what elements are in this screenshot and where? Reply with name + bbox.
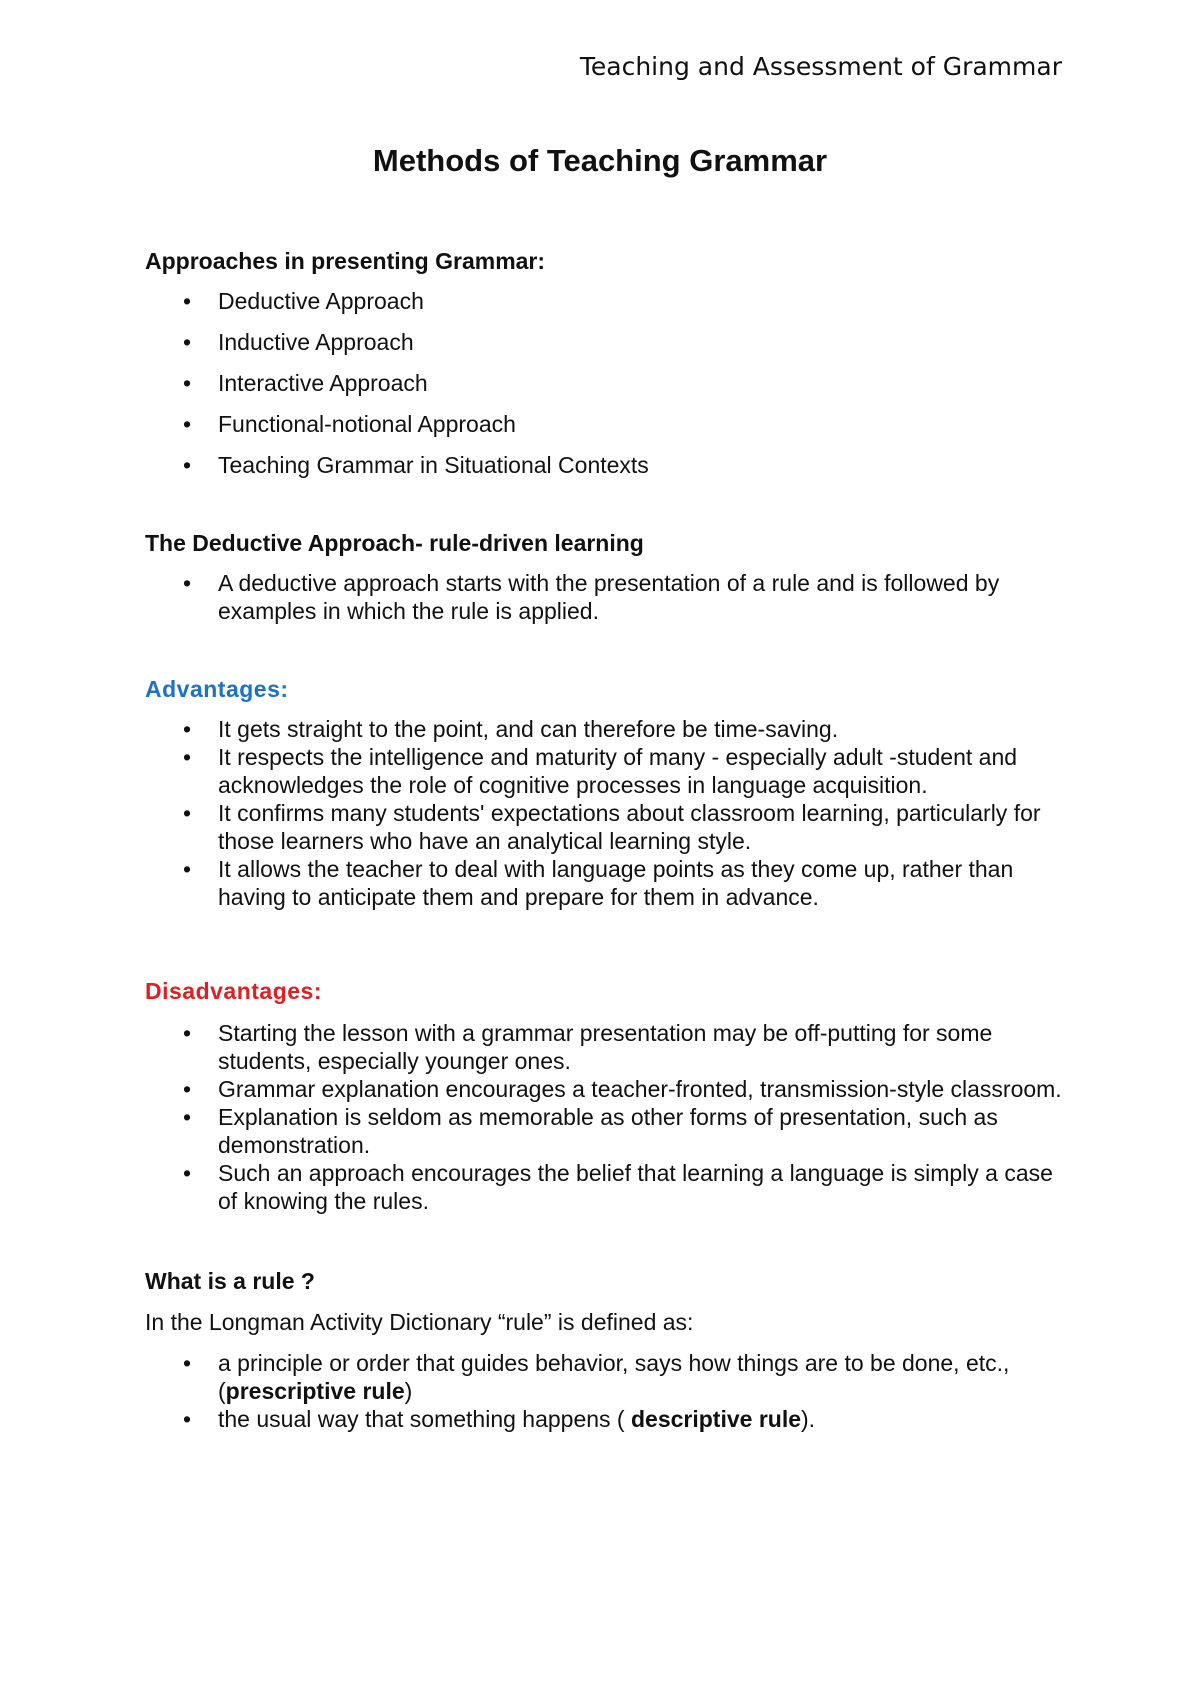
rule-intro: In the Longman Activity Dictionary “rule” is defined as: xyxy=(145,1309,694,1335)
bullet-icon: • xyxy=(183,1406,192,1432)
bullet-icon: • xyxy=(183,856,192,882)
list-item: • the usual way that something happens ( descriptive rule). xyxy=(183,1406,816,1432)
bullet-icon: • xyxy=(183,1160,192,1186)
list-item: • Such an approach encourages the belief that learning a language is simply a case of knowing the rules. xyxy=(183,1160,1053,1214)
list-item: • It confirms many students' expectations about classroom learning, particularly for those learners who have an analytical learning style. xyxy=(183,800,1041,854)
rule-heading: What is a rule ? xyxy=(145,1268,315,1294)
bullet-icon: • xyxy=(183,1076,192,1102)
bullet-icon: • xyxy=(183,329,192,355)
document-body xyxy=(145,247,1065,1433)
deductive-heading: The Deductive Approach- rule-driven learning xyxy=(145,530,644,556)
list-item: • Teaching Grammar in Situational Contexts xyxy=(183,452,649,478)
bullet-icon: • xyxy=(183,452,192,478)
running-header: Teaching and Assessment of Grammar xyxy=(579,52,1062,81)
advantages-heading: Advantages: xyxy=(145,676,289,702)
disadvantages-list xyxy=(145,1019,1065,1215)
bullet-icon: • xyxy=(183,288,192,314)
rule-definitions-list xyxy=(145,1349,1065,1433)
bullet-icon: • xyxy=(183,370,192,396)
descriptive-rule-term: descriptive rule xyxy=(630,1406,802,1432)
approaches-list xyxy=(145,287,1065,479)
disadvantages-heading: Disadvantages: xyxy=(145,978,323,1004)
list-item: • a principle or order that guides behavior, says how things are to be done, etc., (prescriptive rule) xyxy=(183,1350,1010,1404)
list-item: • Functional-notional Approach xyxy=(183,411,516,437)
bullet-icon: • xyxy=(183,744,192,770)
list-item: • Explanation is seldom as memorable as other forms of presentation, such as demonstration. xyxy=(183,1104,998,1158)
bullet-icon: • xyxy=(183,411,192,437)
list-item: • It respects the intelligence and maturity of many - especially adult -student and acknowledges the role of cognitive processes in language acquisition. xyxy=(183,744,1018,798)
list-item: • Starting the lesson with a grammar presentation may be off-putting for some students, especially younger ones. xyxy=(183,1020,993,1074)
advantages-list xyxy=(145,715,1065,911)
approaches-heading: Approaches in presenting Grammar: xyxy=(145,248,546,274)
bullet-icon: • xyxy=(183,1104,192,1130)
prescriptive-rule-term: prescriptive rule xyxy=(225,1378,405,1404)
bullet-icon: • xyxy=(183,716,192,742)
document-title: Methods of Teaching Grammar xyxy=(372,143,828,178)
list-item: • It allows the teacher to deal with language points as they come up, rather than having to anticipate them and prepare for them in advance. xyxy=(183,856,1014,910)
bullet-icon: • xyxy=(183,1350,192,1376)
list-item: • Inductive Approach xyxy=(183,329,414,355)
bullet-icon: • xyxy=(183,800,192,826)
list-item: • Deductive Approach xyxy=(183,288,424,314)
deductive-list xyxy=(145,569,1065,625)
list-item: • Grammar explanation encourages a teacher-fronted, transmission-style classroom. xyxy=(183,1076,1062,1102)
list-item: • A deductive approach starts with the presentation of a rule and is followed by examples in which the rule is applied. xyxy=(183,570,1000,624)
list-item: • It gets straight to the point, and can therefore be time-saving. xyxy=(183,716,839,742)
bullet-icon: • xyxy=(183,1020,192,1046)
list-item: • Interactive Approach xyxy=(183,370,428,396)
bullet-icon: • xyxy=(183,570,192,596)
